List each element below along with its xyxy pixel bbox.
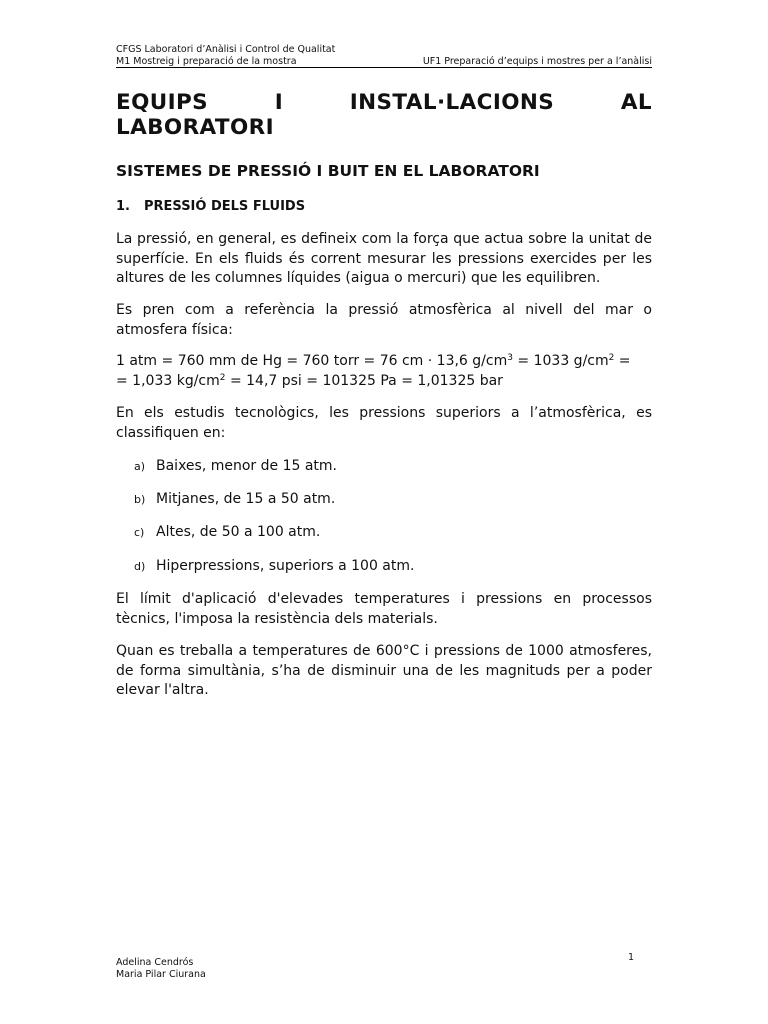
pressure-equation <box>116 352 652 391</box>
section-title: PRESSIÓ DELS FLUIDS <box>144 199 306 214</box>
footer-author: Maria Pilar Ciurana <box>116 969 206 980</box>
paragraph-limits: El límit d'aplicació d'elevades temperatures i pressions en processos tècnics, l'imposa la resistència dels materials. <box>116 591 652 627</box>
header-unit: UF1 Preparació d’equips i mostres per a l’anàlisi <box>422 56 652 67</box>
title-word: I <box>274 90 284 115</box>
paragraph-definition: La pressió, en general, es defineix com la força que actua sobre la unitat de superfície. En els fluids és corrent mesurar les pressions exercides per les altures de les columnes líquides (aigua o mercuri) que les equilibren. <box>116 231 652 286</box>
list-text: Mitjanes, de 15 a 50 atm. <box>156 491 336 507</box>
equation-line1: 1 atm = 760 mm de Hg = 760 torr = 76 cm · 13,6 $g/cm^3 = 1033$ $g/cm^2$ = <box>116 353 631 369</box>
list-marker: b) <box>134 493 146 506</box>
footer-author: Adelina Cendrós <box>116 957 194 968</box>
paragraph-conditions: Quan es treballa a temperatures de 600°C i pressions de 1000 atmosferes, de forma simultània, s’ha de disminuir una de les magnituds per a poder elevar l'altra. <box>116 643 652 698</box>
header-course: CFGS Laboratori d’Anàlisi i Control de Qualitat <box>116 44 336 55</box>
list-text: Altes, de 50 a 100 atm. <box>156 524 321 540</box>
title-word: EQUIPS <box>116 90 209 115</box>
header-divider <box>116 67 652 68</box>
list-text: Baixes, menor de 15 atm. <box>156 458 338 474</box>
equation-line2: = 1,033 $kg/cm^2 = 14,7$ psi = 101325 Pa = 1,01325 bar <box>116 372 503 389</box>
section-subtitle: SISTEMES DE PRESSIÓ I BUIT EN EL LABORATORI <box>116 162 540 180</box>
list-marker: d) <box>134 560 146 573</box>
list-text: Hiperpressions, superiors a 100 atm. <box>156 558 415 574</box>
list-item <box>134 557 414 576</box>
title-word: INSTAL·LACIONS <box>349 90 555 115</box>
list-item <box>134 457 337 476</box>
list-item <box>134 490 335 509</box>
page-title-line2: LABORATORI <box>116 115 275 140</box>
paragraph-reference: Es pren com a referència la pressió atmosfèrica al nivell del mar o atmosfera física: <box>116 302 652 338</box>
title-word: AL <box>620 90 652 115</box>
list-marker: a) <box>134 460 146 473</box>
section-number: 1. <box>116 199 130 214</box>
page-title-line1 <box>116 90 652 115</box>
page-number: 1 <box>628 952 635 963</box>
section-heading <box>116 198 652 216</box>
header-module: M1 Mostreig i preparació de la mostra <box>116 56 297 67</box>
page-title <box>116 90 652 140</box>
paragraph-classification: En els estudis tecnològics, les pressions superiors a l’atmosfèrica, es classifiquen en: <box>116 405 652 441</box>
list-item <box>134 523 320 542</box>
list-marker: c) <box>134 526 145 539</box>
